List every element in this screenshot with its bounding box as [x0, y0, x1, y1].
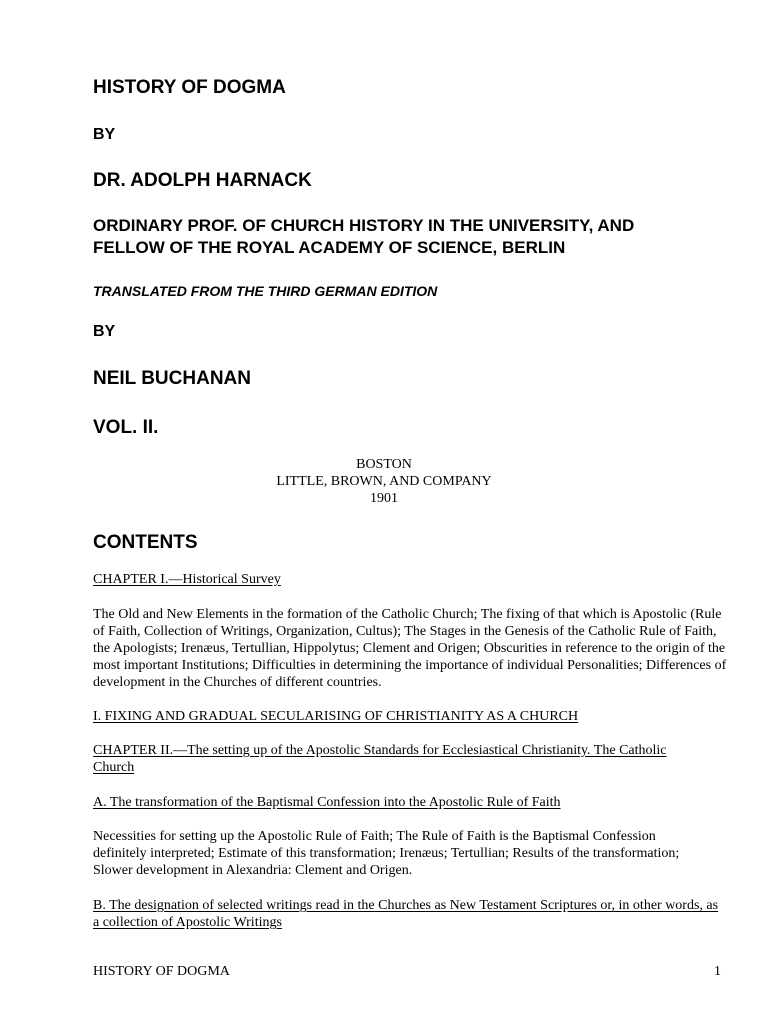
author-name: DR. ADOLPH HARNACK — [93, 170, 312, 191]
toc-link-part-1[interactable]: I. FIXING AND GRADUAL SECULARISING OF CHRISTIANITY AS A CHURCH — [93, 709, 579, 724]
translator-name: NEIL BUCHANAN — [93, 368, 251, 389]
section-a-summary: Necessities for setting up the Apostolic Rule of Faith; The Rule of Faith is the Baptismal Confession definitely interpreted; Estimate of this transformation; Irenæus; Tertullian; Results of the transformation; Slower development in Alexandria: Clement and Origen. — [93, 829, 680, 878]
author-position-line-1: ORDINARY PROF. OF CHURCH HISTORY IN THE UNIVERSITY, AND — [93, 216, 635, 235]
book-title: HISTORY OF DOGMA — [93, 77, 286, 98]
by-label: BY — [93, 126, 116, 143]
author-position-line-2: FELLOW OF THE ROYAL ACADEMY OF SCIENCE, BERLIN — [93, 238, 566, 257]
toc-link-section-b[interactable]: B. The designation of selected writings read in the Churches as New Testament Scriptures or, in other words, as a collection of Apostolic Writings — [93, 898, 719, 930]
chapter-1-summary: The Old and New Elements in the formation of the Catholic Church; The fixing of that which is Apostolic (Rule of Faith, Collection of Writings, Organization, Cultus); The Stages in the Genesis of the Catholic Rule of Faith, the Apologists; Irenæus, Tertullian, Hippolytus; Clement and Origen; Obscurities in reference to the origin of the most important Institutions; Difficulties in determining the importance of individual Personalities; Differences of development in the Churches of different countries. — [93, 607, 727, 690]
translation-note: TRANSLATED FROM THE THIRD GERMAN EDITION — [93, 283, 438, 299]
toc-link-section-a[interactable]: A. The transformation of the Baptismal Confession into the Apostolic Rule of Faith — [93, 795, 561, 810]
footer-running-title: HISTORY OF DOGMA — [93, 964, 230, 979]
publisher-name: LITTLE, BROWN, AND COMPANY — [276, 474, 492, 489]
footer-page-number: 1 — [714, 964, 721, 979]
publisher-block — [0, 456, 768, 507]
toc-link-chapter-1[interactable]: CHAPTER I.—Historical Survey — [93, 572, 281, 587]
volume-label: VOL. II. — [93, 417, 159, 438]
contents-heading: CONTENTS — [93, 532, 198, 553]
by-translator-label: BY — [93, 323, 116, 340]
publication-year: 1901 — [370, 491, 398, 506]
publisher-city: BOSTON — [356, 457, 412, 472]
toc-link-chapter-2[interactable]: CHAPTER II.—The setting up of the Apostolic Standards for Ecclesiastical Christianity. The Catholic Church — [93, 743, 667, 775]
